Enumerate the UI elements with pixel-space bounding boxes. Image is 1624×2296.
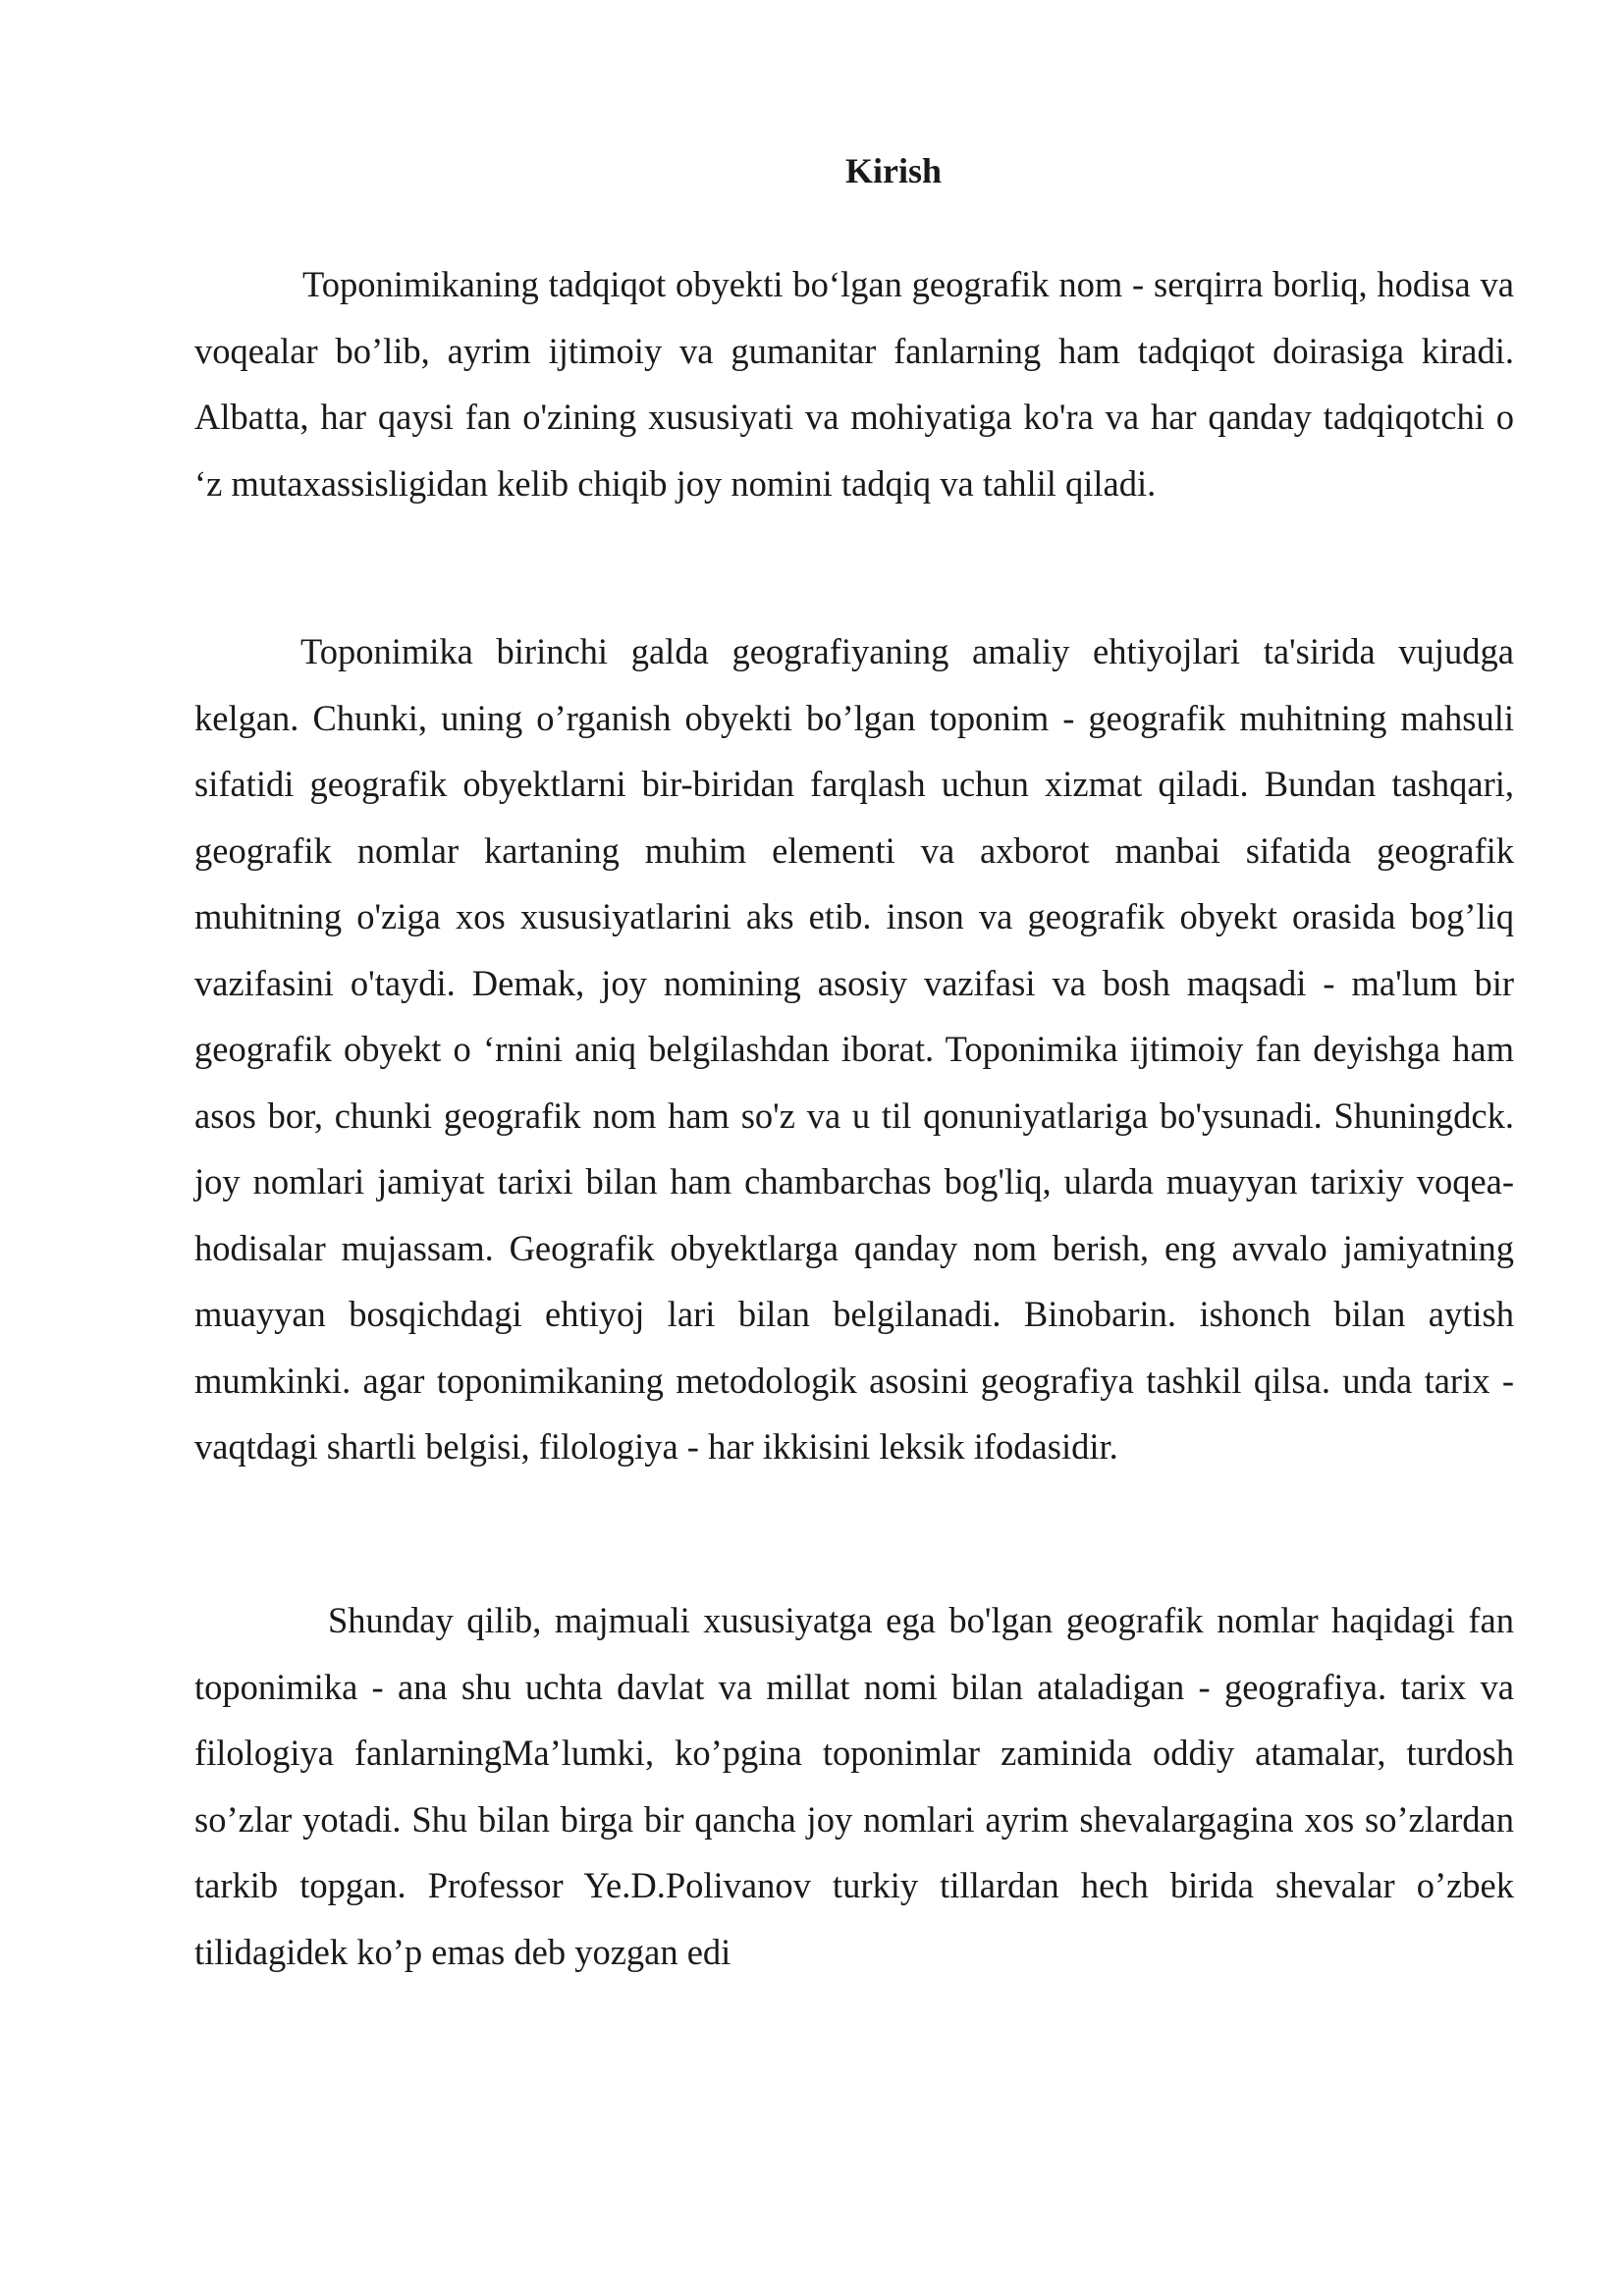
section-heading: Kirish <box>844 151 942 190</box>
paragraph-1: Toponimikaning tadqiqot obyekti bo‘lgan geografik nom - serqirra borliq, hodisa va voqealar bo’lib, ayrim ijtimoiy va gumanitar fanlarning ham tadqiqot doirasiga kiradi. Albatta, har qaysi fan o'zining xususiyati va mohiyatiga ko'ra va har qanday tadqiqotchi o ‘z mutaxassisligidan kelib chiqib joy nomini tadqiq va tahlil qiladi. <box>194 264 1514 504</box>
paragraph-3: Shunday qilib, majmuali xususiyatga ega bo'lgan geografik nomlar haqidagi fan toponimika - ana shu uchta davlat va millat nomi bilan ataladigan - geografiya. tarix va filologiya fanlarningMa’lumki, ko’pgina toponimlar zaminida oddiy atamalar, turdosh so’zlar yotadi. Shu bilan birga bir qancha joy nomlari ayrim shevalargagina xos so’zlardan tarkib topgan. Professor Ye.D.Polivanov turkiy tillardan hech birida shevalar o’zbek tilidagidek ko’p emas deb yozgan edi <box>194 1600 1514 1972</box>
paragraph-2: Toponimika birinchi galda geografiyaning amaliy ehtiyojlari ta'sirida vujudga kelgan. Chunki, uning o’rganish obyekti bo’lgan toponim - geografik muhitning mahsuli sifatidi geografik obyektlarni bir-biridan farqlash uchun xizmat qiladi. Bundan tashqari, geografik nomlar kartaning muhim elementi va axborot manbai sifatida geografik muhitning o'ziga xos xususiyatlarini aks etib. inson va geografik obyekt orasida bog’liq vazifasini o'taydi. Demak, joy nomining asosiy vazifasi va bosh maqsadi - ma'lum bir geografik obyekt o ‘rnini aniq belgilashdan iborat. Toponimika ijtimoiy fan deyishga ham asos bor, chunki geografik nom ham so'z va u til qonuniyatlariga bo'ysunadi. Shuningdck. joy nomlari jamiyat tarixi bilan ham chambarchas bog'liq, ularda muayyan tarixiy voqea-hodisalar mujassam. Geografik obyektlarga qanday nom berish, eng avvalo jamiyatning muayyan bosqichdagi ehtiyoj lari bilan belgilanadi. Binobarin. ishonch bilan aytish mumkinki. agar toponimikaning metodologik asosini geografiya tashkil qilsa. unda tarix - vaqtdagi shartli belgisi, filologiya - har ikkisini leksik ifodasidir. <box>194 631 1514 1467</box>
